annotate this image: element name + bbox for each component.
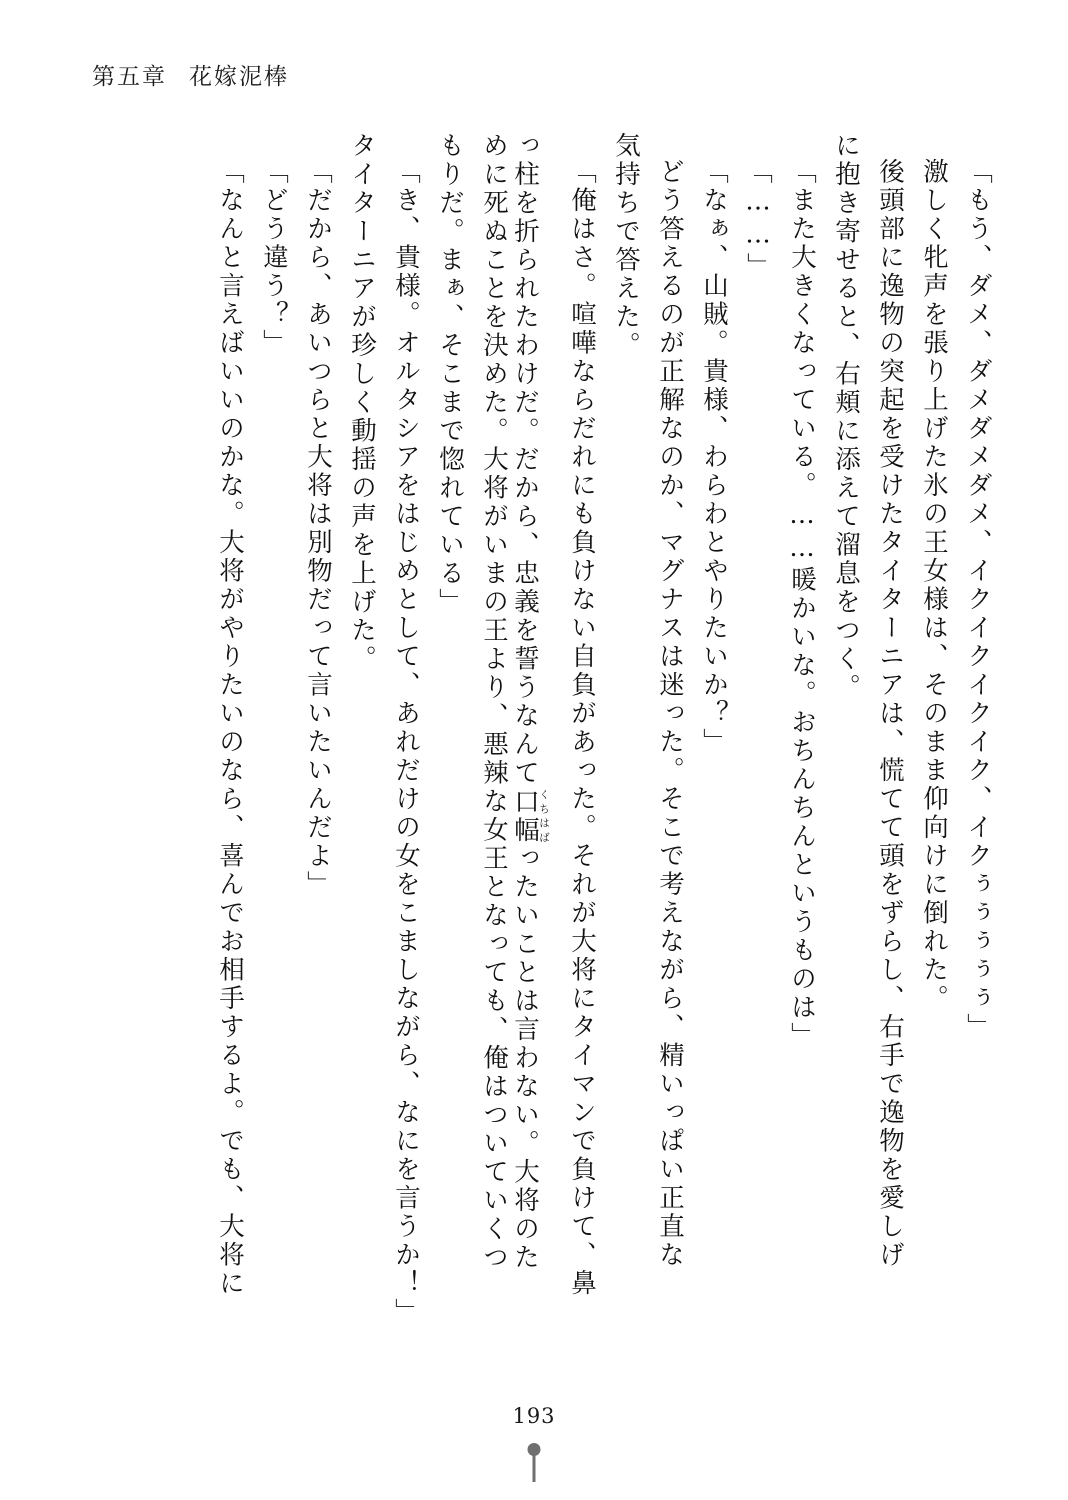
text-line: 「また大きくなっている。……暖かいな。おちんちんというものは」: [787, 158, 817, 1051]
text-line: 「どう違う？」: [259, 158, 289, 358]
text-line: どう答えるのが正解なのか、マグナスは迷った。そこで考えながら、精いっぱい正直な: [655, 158, 685, 1270]
ruby-base: 口幅くちはば: [510, 787, 550, 845]
text-line: 「なぁ、山賊。貴様、わらわとやりたいか？」: [699, 158, 729, 757]
running-head: [92, 58, 289, 91]
text-line: 「もう、ダメ、ダメダメダメ、イクイクイクイク、イクぅぅぅぅぅ」: [963, 158, 993, 1042]
text-line: タイターニアが珍しく動揺の声を上げた。: [347, 132, 377, 674]
page-number: 193: [512, 1404, 556, 1428]
text-line: に抱き寄せると、右頬に添えて溜息をつく。: [831, 132, 861, 702]
text-line: めに死ぬことを決めた。大将がいまの王より、悪辣な女王となっても、俺はついていくつ: [479, 132, 509, 1272]
ruby-line-part-b: ったいことは言わない。大将のた: [510, 844, 540, 1272]
text-line: 激しく牝声を張り上げた氷の王女様は、そのまま仰向けに倒れた。: [919, 158, 949, 1013]
text-line: 「俺はさ。喧嘩ならだれにも負けない自負があった。それが大将にタイマンで負けて、鼻: [567, 158, 597, 1298]
text-line: もりだ。まぁ、そこまで惚れている」: [435, 132, 465, 617]
text-line-ruby: [506, 132, 550, 1367]
text-line: 後頭部に逸物の突起を受けたタイターニアは、慌てて頭をずらし、右手で逸物を愛しげ: [875, 158, 905, 1270]
text-line: 「き、貴様。オルタシアをはじめとして、あれだけの女をこましながら、なにを言うか！」: [391, 158, 421, 1327]
text-line: 「……」: [743, 158, 773, 281]
chapter-title: 花嫁泥棒: [189, 64, 289, 90]
text-line: 「なんと言えばいいのかな。大将がやりたいのなら、喜んでお相手するよ。でも、大将に: [215, 158, 245, 1298]
ruby-line-part-a: っ柱を折られたわけだ。だから、忠義を誓うなんて: [510, 132, 540, 788]
folio-bar-ornament: [533, 1448, 536, 1482]
text-line: 「だから、あいつらと大将は別物だって言いたいんだよ」: [303, 158, 333, 899]
text-line: 気持ちで答えた。: [611, 132, 641, 360]
vertical-text-body: [130, 132, 993, 1367]
chapter-number: 第五章: [92, 64, 167, 90]
ruby-reading: くちはば: [538, 787, 550, 845]
